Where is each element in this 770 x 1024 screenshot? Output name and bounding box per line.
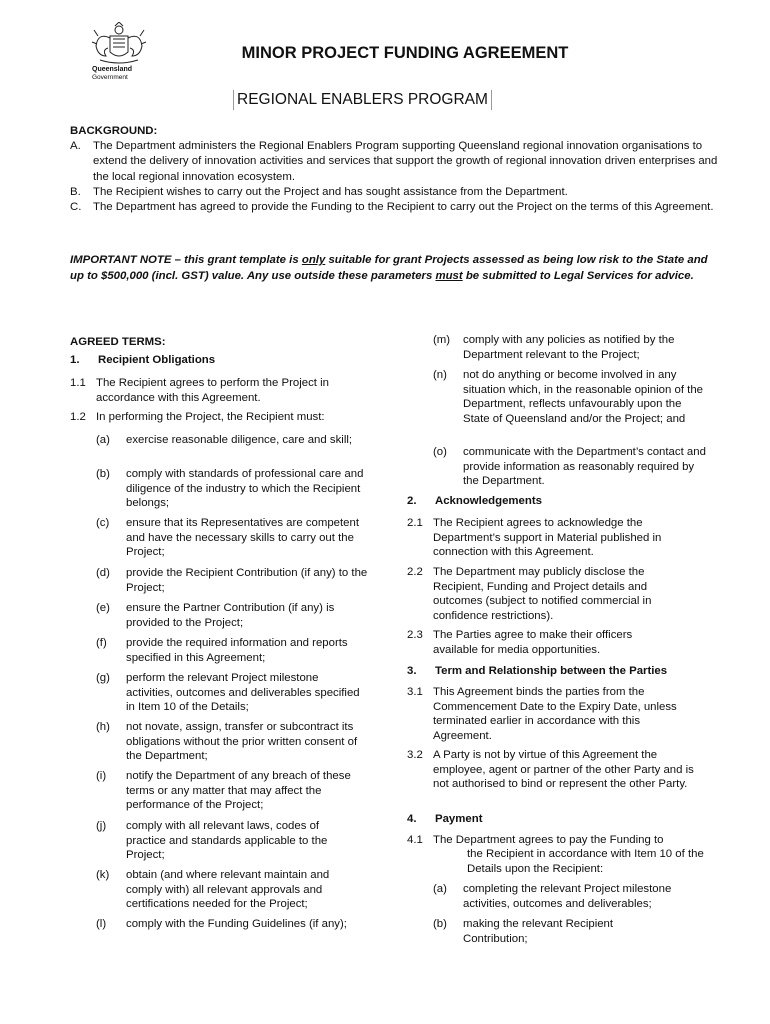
clause-1-2 (70, 410, 370, 425)
obligation-c (96, 516, 368, 560)
clause-number: 4.1 (407, 834, 423, 846)
obligation-a (96, 433, 368, 448)
item-letter: (f) (96, 637, 107, 649)
obligation-i (96, 769, 368, 813)
obligation-d (96, 566, 368, 595)
clause-number: 2.1 (407, 517, 423, 529)
recital-letter: B. (70, 185, 81, 198)
recital-letter: C. (70, 201, 82, 214)
recital-a (70, 139, 720, 185)
obligation-b (96, 467, 368, 511)
item-letter: (c) (96, 517, 110, 529)
logo-wordmark (92, 66, 132, 82)
item-text: provide the required information and reports specified in this Agreement; (126, 637, 348, 664)
clause-4-1 (407, 833, 707, 848)
clause-number: 1.2 (70, 411, 86, 423)
item-text: ensure the Partner Contribution (if any) is provided to the Project; (126, 602, 335, 629)
obligation-k (96, 868, 368, 912)
item-text: not do anything or become involved in any situation which, in the reasonable opinion of the Department, reflects unfavourably upon the State of Queensland and/or the Project; and (463, 369, 703, 425)
section-4-heading (407, 812, 482, 827)
clause-text: This Agreement binds the parties from the Commencement Date to the Expiry Date, unless terminated earlier in accordance with this Agreement. (433, 686, 677, 742)
clause-text: A Party is not by virtue of this Agreement the employee, agent or partner of the other Party and is not authorised to bind or represent the other Party. (433, 749, 694, 791)
obligation-n (433, 368, 713, 426)
item-letter: (o) (433, 446, 447, 458)
item-letter: (b) (96, 468, 110, 480)
background-heading: BACKGROUND: (70, 125, 158, 137)
clause-number: 3.2 (407, 749, 423, 761)
clause-3-1 (407, 685, 707, 743)
clause-number: 2.3 (407, 629, 423, 641)
item-letter: (n) (433, 369, 447, 381)
clause-text: The Recipient agrees to acknowledge the Department’s support in Material published in connection with this Agreement. (433, 517, 662, 559)
item-text: not novate, assign, transfer or subcontract its obligations without the prior written consent of the Department; (126, 721, 358, 763)
item-letter: (e) (96, 602, 110, 614)
clause-1-1 (70, 376, 370, 405)
obligation-m (433, 333, 713, 362)
item-text: completing the relevant Project milestone activities, outcomes and deliverables; (463, 883, 672, 910)
recital-c (70, 200, 720, 215)
recital-letter: A. (70, 140, 81, 153)
item-text: notify the Department of any breach of these terms or any matter that may affect the performance of the Project; (126, 770, 351, 812)
obligation-g (96, 671, 368, 715)
obligation-h (96, 720, 368, 764)
item-letter: (d) (96, 567, 110, 579)
section-2-heading (407, 494, 542, 509)
section-title: Acknowledgements (435, 495, 542, 507)
item-letter: (m) (433, 334, 451, 346)
recital-text: The Department has agreed to provide the Funding to the Recipient to carry out the Project on the terms of this Agreement. (93, 201, 714, 214)
clause-text: The Parties agree to make their officers available for media opportunities. (433, 629, 633, 656)
clause-number: 2.2 (407, 566, 423, 578)
clause-text-first-line: The Department agrees to pay the Funding to (433, 834, 664, 846)
program-subtitle: REGIONAL ENABLERS PROGRAM (233, 90, 492, 110)
item-letter: (a) (96, 434, 110, 446)
item-text: perform the relevant Project milestone activities, outcomes and deliverables specified in Item 10 of the Details; (126, 672, 360, 714)
item-text: comply with any policies as notified by the Department relevant to the Project; (463, 334, 675, 361)
obligation-e (96, 601, 368, 630)
item-text: comply with standards of professional care and diligence of the industry to which the Recipient belongs; (126, 468, 364, 510)
document-title: MINOR PROJECT FUNDING AGREEMENT (241, 44, 569, 62)
obligation-o (433, 445, 713, 489)
item-text: obtain (and where relevant maintain and comply with) all relevant approvals and certifications needed for the Project; (126, 869, 330, 911)
item-letter: (h) (96, 721, 110, 733)
item-letter: (b) (433, 918, 447, 930)
item-text: communicate with the Department’s contact and provide information as reasonably required by the Department. (463, 446, 706, 488)
clause-number: 3.1 (407, 686, 423, 698)
recital-text: The Department administers the Regional Enablers Program supporting Queensland regional innovation organisations to extend the delivery of innovation activities and services that support the growth of regional innovation driven enterprises and the local regional innovation ecosystem. (93, 140, 718, 183)
note-only: only (301, 254, 326, 266)
section-number: 1. (70, 354, 80, 366)
clause-2-3 (407, 628, 707, 657)
section-number: 2. (407, 495, 417, 507)
clause-text: The Department may publicly disclose the Recipient, Funding and Project details and outcomes (subject to notified commercial in confidence restrictions). (433, 566, 652, 622)
obligation-j (96, 819, 368, 863)
background-section (70, 124, 720, 215)
note-part-1: IMPORTANT NOTE – this grant template is (70, 254, 302, 266)
section-title: Recipient Obligations (98, 354, 216, 366)
section-number: 3. (407, 665, 417, 677)
note-part-3: be submitted to Legal Services for advice. (462, 270, 694, 282)
note-part-2: suitable for grant Projects assessed as being low risk to the State and up to $500,000 (incl. GST) value. Any use outside these parameters (70, 254, 708, 282)
clause-2-2 (407, 565, 707, 623)
section-3-heading (407, 664, 667, 679)
item-text: comply with all relevant laws, codes of practice and standards applicable to the Project; (126, 820, 328, 862)
obligation-l (96, 917, 368, 932)
item-text: provide the Recipient Contribution (if any) to the Project; (126, 567, 368, 594)
logo-line-government: Government (92, 74, 128, 81)
item-text: ensure that its Representatives are competent and have the necessary skills to carry out the Project; (126, 517, 360, 559)
logo-line-queensland: Queensland (92, 66, 133, 73)
section-1-heading (70, 353, 215, 368)
item-letter: (l) (96, 918, 107, 930)
recital-text: The Recipient wishes to carry out the Project and has sought assistance from the Department. (93, 185, 568, 198)
clause-number: 1.1 (70, 377, 86, 389)
section-number: 4. (407, 813, 417, 825)
recital-b (70, 185, 720, 200)
clause-2-1 (407, 516, 707, 560)
payment-condition-b (433, 917, 713, 946)
note-must: must (435, 270, 463, 282)
item-letter: (k) (96, 869, 110, 881)
item-text: comply with the Funding Guidelines (if any); (126, 918, 347, 930)
payment-condition-a (433, 882, 713, 911)
section-title: Term and Relationship between the Parties (435, 665, 668, 677)
item-letter: (j) (96, 820, 107, 832)
important-note (70, 252, 720, 284)
item-letter: (g) (96, 672, 110, 684)
item-text: exercise reasonable diligence, care and skill; (126, 434, 353, 446)
clause-3-2 (407, 748, 707, 792)
clause-text: The Recipient agrees to perform the Project in accordance with this Agreement. (96, 377, 329, 404)
item-text: making the relevant Recipient Contribution; (463, 918, 614, 945)
section-title: Payment (435, 813, 483, 825)
clause-4-1-continuation: the Recipient in accordance with Item 10 of the Details upon the Recipient: (467, 848, 704, 875)
item-letter: (i) (96, 770, 107, 782)
item-letter: (a) (433, 883, 447, 895)
clause-text: In performing the Project, the Recipient must: (96, 411, 325, 423)
obligation-f (96, 636, 368, 665)
agreed-terms-heading: AGREED TERMS: (70, 336, 166, 348)
